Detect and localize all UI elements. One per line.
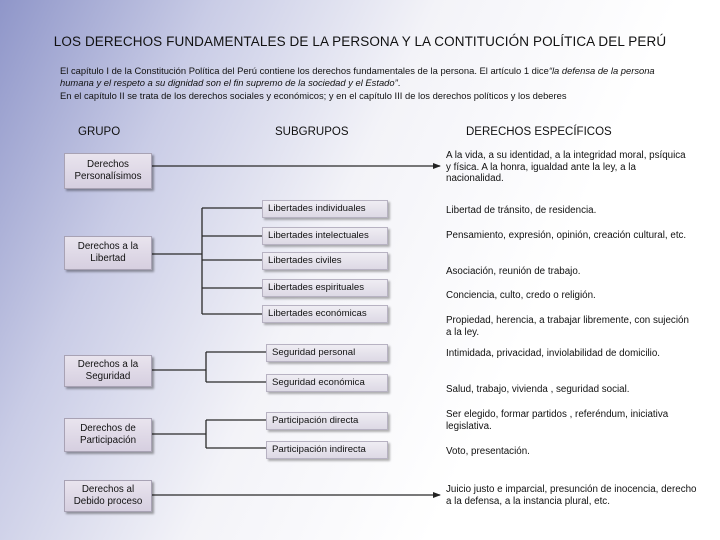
subgroup-participacion-directa: Participación directa (266, 412, 388, 430)
intro-quote: “la defensa de la persona humana y el respeto a su dignidad son el fin supremo de la sociedad y el Estado” (60, 65, 655, 89)
subgroup-libertades-intelectuales: Libertades intelectuales (262, 227, 388, 245)
subgroup-participacion-indirecta: Participación indirecta (266, 441, 388, 459)
rights-libertades-individuales: Libertad de tránsito, de residencia. (446, 205, 597, 216)
rights-libertades-civiles: Asociación, reunión de trabajo. (446, 266, 581, 277)
subgroup-seguridad-personal: Seguridad personal (266, 344, 388, 362)
group-participacion: Derechos de Participación (64, 418, 152, 452)
subgroup-libertades-economicas: Libertades económicas (262, 305, 388, 323)
intro-line2: En el capítulo II se trata de los derechos sociales y económicos; y en el capítulo III de los derechos políticos y los deberes (60, 89, 567, 101)
rights-participacion-indirecta: Voto, presentación. (446, 446, 530, 457)
rights-seguridad-economica: Salud, trabajo, vivienda , seguridad social. (446, 384, 630, 395)
header-subgroup: SUBGRUPOS (275, 126, 349, 138)
rights-libertades-economicas: Propiedad, herencia, a trabajar libremente, con sujeción a la ley. (446, 315, 689, 338)
group-personalisimos: Derechos Personalísimos (64, 153, 152, 189)
subgroup-libertades-espirituales: Libertades espirituales (262, 279, 388, 297)
header-group: GRUPO (78, 126, 121, 138)
subgroup-seguridad-economica: Seguridad económica (266, 374, 388, 392)
header-rights: DERECHOS ESPECÍFICOS (466, 126, 612, 138)
rights-libertades-intelectuales: Pensamiento, expresión, opinión, creación cultural, etc. (446, 230, 687, 241)
group-debido-proceso: Derechos al Debido proceso (64, 480, 152, 512)
intro-line1-end: . (397, 77, 401, 89)
group-seguridad: Derechos a la Seguridad (64, 355, 152, 387)
subgroup-libertades-individuales: Libertades individuales (262, 200, 388, 218)
rights-personalisimos: A la vida, a su identidad, a la integridad moral, psíquica y física. A la honra, igualdad ante la ley, a la nacionalidad. (446, 150, 686, 184)
rights-libertades-espirituales: Conciencia, culto, credo o religión. (446, 290, 596, 301)
rights-debido-proceso: Juicio justo e imparcial, presunción de inocencia, derecho a la defensa, a la instancia plural, etc. (446, 484, 697, 507)
rights-seguridad-personal: Intimidada, privacidad, inviolabilidad de domicilio. (446, 348, 661, 359)
intro-line1: El capítulo I de la Constitución Política del Perú contiene los derechos fundamentales de la persona. El artículo 1 dice (60, 65, 549, 76)
page-title: LOS DERECHOS FUNDAMENTALES DE LA PERSONA Y LA CONTITUCIÓN POLÍTICA DEL PERÚ (53, 34, 667, 49)
subgroup-libertades-civiles: Libertades civiles (262, 252, 388, 270)
rights-participacion-directa: Ser elegido, formar partidos , referéndum, iniciativa legislativa. (446, 409, 669, 432)
group-libertad: Derechos a la Libertad (64, 236, 152, 270)
